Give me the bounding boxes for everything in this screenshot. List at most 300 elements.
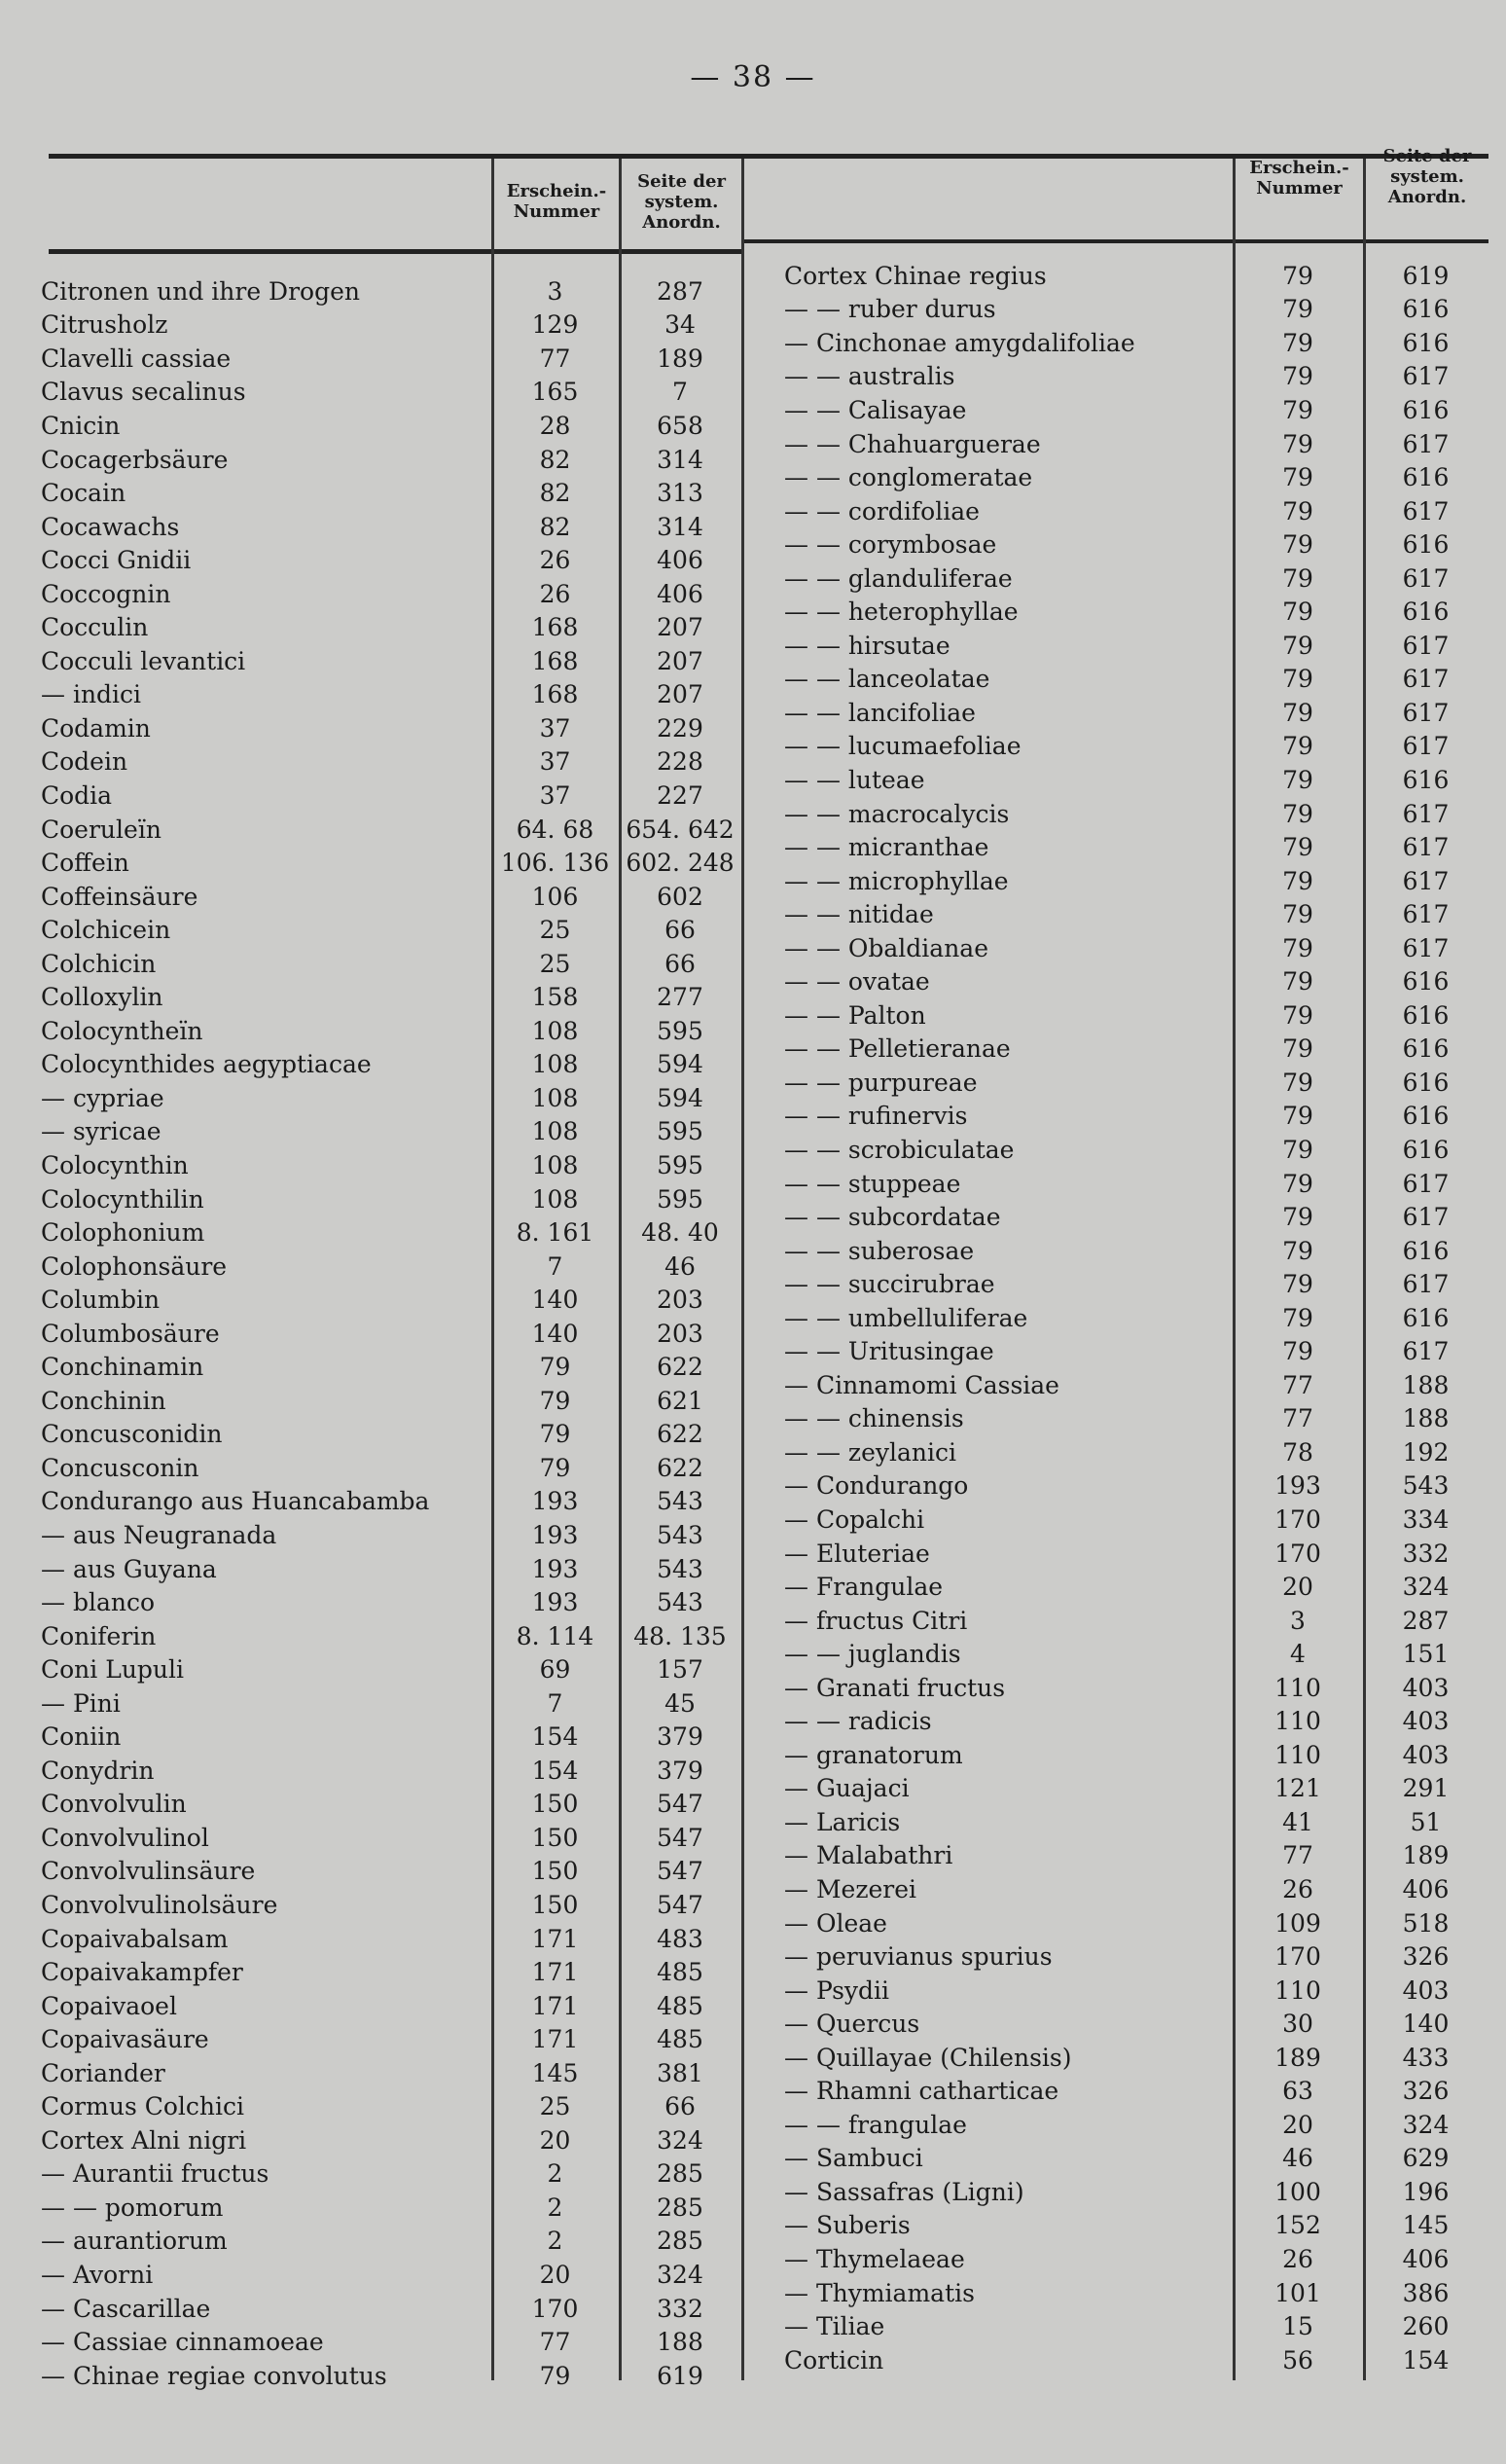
entry-number: 77 — [539, 2328, 571, 2357]
entry-number: 79 — [1282, 598, 1313, 627]
entry-page: 547 — [657, 1823, 703, 1852]
entry-number: 170 — [531, 2294, 579, 2323]
entry-name: — Oleae — [784, 1908, 887, 1938]
entry-name: Coni Lupuli — [41, 1655, 185, 1685]
index-row — [41, 2090, 741, 2124]
entry-name: — — micranthae — [784, 833, 989, 862]
entry-page: 227 — [657, 780, 703, 810]
entry-number: 69 — [539, 1655, 571, 1685]
index-row — [784, 1503, 1488, 1537]
entry-number: 79 — [1282, 900, 1313, 929]
entry-page: 314 — [657, 445, 703, 474]
entry-page: 483 — [657, 1924, 703, 1953]
entry-number: 121 — [1274, 1774, 1321, 1803]
entry-page: 403 — [1402, 1707, 1450, 1736]
index-row — [784, 1402, 1488, 1436]
index-row — [41, 913, 741, 947]
entry-number: 79 — [1282, 463, 1313, 492]
entry-number: 106 — [531, 882, 579, 911]
entry-name: — — rufinervis — [784, 1102, 968, 1131]
index-row — [41, 443, 741, 477]
divider-center — [741, 159, 744, 2380]
entry-number: 79 — [1282, 1236, 1313, 1265]
entry-number: 171 — [531, 1958, 579, 1987]
index-row — [41, 1418, 741, 1452]
entry-name: Concusconin — [41, 1453, 199, 1482]
entry-page: 602 — [657, 882, 703, 911]
index-row — [784, 1267, 1488, 1301]
entry-name: Colloxylin — [41, 983, 163, 1012]
index-row — [784, 293, 1488, 327]
entry-number: 170 — [1274, 1505, 1321, 1534]
entry-name: Coniferin — [41, 1621, 157, 1650]
index-row — [784, 1671, 1488, 1705]
entry-name: Cocculi levantici — [41, 646, 246, 675]
entry-page: 287 — [657, 276, 703, 306]
entry-number: 20 — [539, 2261, 571, 2290]
entry-name: — — Chahuarguerae — [784, 429, 1041, 458]
entry-number: 79 — [1282, 765, 1313, 794]
entry-number: 20 — [1282, 2110, 1313, 2139]
entry-page: 48. 40 — [641, 1218, 719, 1248]
entry-page: 51 — [1410, 1807, 1442, 1836]
entry-page: 658 — [657, 411, 703, 440]
header-bottom-rule-left — [49, 249, 741, 254]
entry-page: 543 — [657, 1521, 703, 1549]
entry-number: 77 — [539, 344, 571, 373]
entry-name: — Rhamni catharticae — [784, 2077, 1059, 2106]
entry-name: Condurango aus Huancabamba — [41, 1487, 430, 1516]
entry-number: 15 — [1282, 2312, 1313, 2341]
entry-number: 7 — [547, 1688, 563, 1718]
index-row — [784, 1939, 1488, 1974]
entry-page: 66 — [664, 949, 696, 978]
index-row — [784, 696, 1488, 730]
entry-page: 616 — [1402, 395, 1450, 424]
entry-number: 108 — [531, 1083, 579, 1112]
entry-number: 77 — [1282, 1841, 1313, 1870]
index-row — [41, 1182, 741, 1216]
entry-name: — Tiliae — [784, 2312, 885, 2341]
entry-number: 108 — [531, 1050, 579, 1079]
entry-page: 192 — [1402, 1437, 1450, 1467]
entry-number: 158 — [531, 983, 579, 1012]
entry-name: Coffein — [41, 849, 129, 878]
entry-number: 79 — [1282, 530, 1313, 560]
entry-number: 79 — [539, 1386, 571, 1415]
entry-number: 170 — [1274, 1942, 1321, 1972]
index-row — [41, 2292, 741, 2326]
entry-page: 619 — [657, 2361, 703, 2390]
index-row — [784, 1906, 1488, 1940]
index-row — [784, 2209, 1488, 2243]
entry-name: Codein — [41, 747, 128, 777]
index-row — [784, 1435, 1488, 1469]
entry-number: 79 — [1282, 1034, 1313, 1064]
index-row — [784, 1570, 1488, 1604]
entry-number: 2 — [547, 2192, 563, 2222]
entry-number: 152 — [1274, 2211, 1321, 2240]
header-right-page: Seite der system. Anordn. — [1382, 146, 1472, 207]
entry-number: 108 — [531, 1016, 579, 1045]
entry-name: Colocynthilin — [41, 1184, 204, 1214]
entry-number: 79 — [539, 2361, 571, 2390]
entry-name: — syricae — [41, 1117, 161, 1146]
entry-name: — — pomorum — [41, 2192, 224, 2222]
index-row — [41, 1721, 741, 1755]
entry-page: 594 — [657, 1083, 703, 1112]
entry-number: 101 — [1274, 2278, 1321, 2307]
index-row — [41, 1888, 741, 1922]
index-row — [41, 2325, 741, 2359]
header-bottom-rule-right — [741, 239, 1488, 243]
index-row — [784, 931, 1488, 965]
index-row — [41, 745, 741, 779]
entry-name: — — Calisayae — [784, 395, 967, 424]
index-row — [784, 830, 1488, 864]
entry-page: 203 — [657, 1319, 703, 1348]
index-row — [784, 1805, 1488, 1839]
entry-number: 79 — [1282, 866, 1313, 895]
entry-page: 617 — [1402, 900, 1450, 929]
index-row — [784, 2309, 1488, 2343]
entry-number: 171 — [531, 1924, 579, 1953]
entry-page: 188 — [1402, 1370, 1450, 1399]
entry-page: 140 — [1402, 2010, 1450, 2039]
entry-name: — indici — [41, 680, 142, 709]
header-right-number: Erschein.- Nummer — [1249, 158, 1349, 199]
entry-number: 145 — [531, 2058, 579, 2087]
entry-page: 617 — [1402, 665, 1450, 694]
entry-name: Columbosäure — [41, 1319, 220, 1348]
entry-page: 617 — [1402, 1337, 1450, 1366]
index-row — [784, 427, 1488, 461]
index-row — [784, 2108, 1488, 2142]
entry-name: Copaivabalsam — [41, 1924, 229, 1953]
entry-page: 616 — [1402, 1236, 1450, 1265]
entry-name: — — microphyllae — [784, 866, 1009, 895]
entry-number: 79 — [1282, 1000, 1313, 1030]
index-row — [41, 476, 741, 510]
entry-page: 616 — [1402, 967, 1450, 996]
entry-number: 77 — [1282, 1370, 1313, 1399]
entry-page: 403 — [1402, 1673, 1450, 1702]
entry-name: — blanco — [41, 1588, 156, 1617]
index-row — [784, 1604, 1488, 1638]
index-row — [784, 1234, 1488, 1268]
index-row — [784, 730, 1488, 764]
entry-page: 332 — [657, 2294, 703, 2323]
entry-number: 82 — [539, 445, 571, 474]
entry-number: 64. 68 — [516, 815, 594, 844]
entry-name: — aus Guyana — [41, 1554, 217, 1583]
entry-name: Coeruleïn — [41, 815, 161, 844]
entry-number: 82 — [539, 512, 571, 541]
entry-page: 485 — [657, 2025, 703, 2054]
index-row — [41, 1283, 741, 1317]
entry-page: 45 — [664, 1688, 696, 1718]
entry-page: 617 — [1402, 833, 1450, 862]
entry-name: Coriander — [41, 2058, 165, 2087]
index-row — [41, 1317, 741, 1351]
index-row — [784, 2276, 1488, 2310]
index-row — [784, 1738, 1488, 1772]
entry-page: 622 — [657, 1453, 703, 1482]
entry-number: 193 — [531, 1521, 579, 1549]
index-row — [41, 1384, 741, 1418]
entry-number: 26 — [539, 546, 571, 575]
entry-name: Coffeinsäure — [41, 882, 198, 911]
entry-number: 79 — [1282, 1102, 1313, 1131]
index-row — [784, 1066, 1488, 1100]
entry-name: Clavus secalinus — [41, 378, 246, 407]
index-row — [784, 494, 1488, 528]
entry-name: — granatorum — [784, 1740, 963, 1769]
index-row — [784, 1133, 1488, 1167]
entry-page: 616 — [1402, 1135, 1450, 1164]
entry-page: 324 — [657, 2261, 703, 2290]
entry-number: 79 — [1282, 1135, 1313, 1164]
index-row — [41, 610, 741, 644]
index-row — [41, 644, 741, 678]
entry-number: 25 — [539, 2092, 571, 2121]
index-row — [784, 663, 1488, 697]
entry-name: Cnicin — [41, 411, 121, 440]
entry-name: — Quercus — [784, 2010, 920, 2039]
index-row — [784, 998, 1488, 1033]
index-row — [41, 779, 741, 813]
entry-page: 543 — [657, 1588, 703, 1617]
entry-page: 617 — [1402, 866, 1450, 895]
index-row — [41, 2022, 741, 2056]
entry-name: Colophonsäure — [41, 1251, 228, 1281]
entry-name: — — Uritusingae — [784, 1337, 994, 1366]
entry-page: 622 — [657, 1353, 703, 1382]
entry-name: — peruvianus spurius — [784, 1942, 1053, 1972]
entry-page: 617 — [1402, 429, 1450, 458]
entry-name: — — ovatae — [784, 967, 930, 996]
entry-page: 229 — [657, 713, 703, 743]
index-row — [41, 274, 741, 308]
entry-number: 4 — [1290, 1640, 1306, 1669]
entry-number: 25 — [539, 916, 571, 945]
entry-name: Colocynthin — [41, 1150, 189, 1179]
entry-page: 285 — [657, 2159, 703, 2189]
index-row — [784, 897, 1488, 931]
entry-number: 79 — [1282, 429, 1313, 458]
index-row — [784, 629, 1488, 663]
entry-name: — Frangulae — [784, 1573, 944, 1602]
index-row — [41, 2191, 741, 2225]
entry-name: — aus Neugranada — [41, 1521, 277, 1549]
entry-number: 109 — [1274, 1908, 1321, 1938]
entry-name: — — scrobiculatae — [784, 1135, 1015, 1164]
entry-page: 543 — [657, 1487, 703, 1516]
index-row — [41, 543, 741, 577]
entry-page: 485 — [657, 1991, 703, 2020]
index-row — [41, 1788, 741, 1822]
entry-page: 616 — [1402, 530, 1450, 560]
index-row — [41, 376, 741, 410]
entry-name: — Chinae regiae convolutus — [41, 2361, 387, 2390]
entry-page: 617 — [1402, 698, 1450, 727]
entry-name: — Thymiamatis — [784, 2278, 975, 2307]
index-row — [41, 2123, 741, 2157]
entry-page: 616 — [1402, 328, 1450, 357]
entry-number: 168 — [531, 680, 579, 709]
entry-page: 595 — [657, 1150, 703, 1179]
entry-page: 617 — [1402, 563, 1450, 593]
entry-number: 171 — [531, 1991, 579, 2020]
entry-name: — — conglomeratae — [784, 463, 1033, 492]
entry-name: — Guajaci — [784, 1774, 910, 1803]
entry-page: 616 — [1402, 1000, 1450, 1030]
index-row — [784, 1637, 1488, 1671]
index-row — [784, 1200, 1488, 1234]
entry-page: 485 — [657, 1958, 703, 1987]
entry-name: Cocci Gnidii — [41, 546, 192, 575]
entry-number: 193 — [531, 1554, 579, 1583]
entry-page: 188 — [1402, 1404, 1450, 1433]
entry-name: — — chinensis — [784, 1404, 964, 1433]
entry-number: 2 — [547, 2227, 563, 2256]
index-row — [784, 2142, 1488, 2176]
entry-number: 110 — [1274, 1673, 1321, 1702]
index-row — [41, 1048, 741, 1082]
index-row — [41, 846, 741, 880]
entry-number: 100 — [1274, 2177, 1321, 2206]
entry-name: Corticin — [784, 2345, 884, 2374]
entry-page: 629 — [1402, 2144, 1450, 2173]
entry-page: 260 — [1402, 2312, 1450, 2341]
entry-name: Conydrin — [41, 1756, 155, 1785]
index-row — [784, 1839, 1488, 1873]
entry-page: 207 — [657, 613, 703, 642]
entry-number: 110 — [1274, 1975, 1321, 2005]
entry-name: — Cinnamomi Cassiae — [784, 1370, 1059, 1399]
index-row — [784, 393, 1488, 427]
index-row — [41, 1115, 741, 1149]
entry-page: 543 — [1402, 1471, 1450, 1501]
entry-number: 79 — [1282, 732, 1313, 761]
entry-page: 547 — [657, 1891, 703, 1920]
entry-name: — Psydii — [784, 1975, 890, 2005]
entry-name: Colchicein — [41, 916, 171, 945]
entry-number: 110 — [1274, 1740, 1321, 1769]
page-number: — 38 — — [690, 60, 816, 94]
header-left-page: Seite der system. Anordn. — [637, 171, 726, 233]
index-row — [784, 964, 1488, 998]
entry-number: 82 — [539, 479, 571, 508]
entry-page: 332 — [1402, 1539, 1450, 1568]
entry-page: 379 — [657, 1722, 703, 1752]
entry-page: 403 — [1402, 1975, 1450, 2005]
entry-name: — Malabathri — [784, 1841, 953, 1870]
index-row — [41, 1989, 741, 2023]
entry-page: 326 — [1402, 2077, 1450, 2106]
index-row — [41, 409, 741, 443]
index-row — [41, 2225, 741, 2259]
entry-number: 154 — [531, 1722, 579, 1752]
index-row — [41, 1686, 741, 1721]
entry-number: 150 — [531, 1857, 579, 1886]
entry-page: 617 — [1402, 631, 1450, 660]
entry-number: 193 — [531, 1487, 579, 1516]
entry-number: 79 — [1282, 1068, 1313, 1097]
entry-name: — — Pelletieranae — [784, 1034, 1011, 1064]
entry-name: Copaivaoel — [41, 1991, 177, 2020]
entry-page: 189 — [1402, 1841, 1450, 1870]
entry-page: 403 — [1402, 1740, 1450, 1769]
entry-page: 547 — [657, 1857, 703, 1886]
entry-name: — Condurango — [784, 1471, 969, 1501]
entry-page: 285 — [657, 2227, 703, 2256]
entry-name: Cocawachs — [41, 512, 180, 541]
entry-page: 616 — [1402, 1068, 1450, 1097]
entry-name: — Copalchi — [784, 1505, 925, 1534]
entry-number: 79 — [1282, 1169, 1313, 1198]
index-row — [41, 1652, 741, 1686]
entry-page: 595 — [657, 1016, 703, 1045]
entry-name: — Suberis — [784, 2211, 911, 2240]
entry-number: 63 — [1282, 2077, 1313, 2106]
entry-name: Convolvulinsäure — [41, 1857, 256, 1886]
entry-page: 154 — [1402, 2345, 1450, 2374]
entry-page: 595 — [657, 1117, 703, 1146]
entry-number: 154 — [531, 1756, 579, 1785]
index-row — [41, 1922, 741, 1956]
index-row — [784, 326, 1488, 360]
index-row — [784, 1469, 1488, 1504]
entry-page: 48. 135 — [633, 1621, 727, 1650]
entry-name: Citronen und ihre Drogen — [41, 276, 361, 306]
entry-page: 622 — [657, 1420, 703, 1449]
entry-page: 406 — [1402, 2245, 1450, 2274]
index-row — [784, 1974, 1488, 2008]
index-row — [784, 460, 1488, 494]
index-row — [784, 1100, 1488, 1134]
entry-number: 41 — [1282, 1807, 1313, 1836]
entry-name: — Cascarillae — [41, 2294, 211, 2323]
entry-page: 616 — [1402, 1034, 1450, 1064]
entry-page: 291 — [1402, 1774, 1450, 1803]
entry-name: Codamin — [41, 713, 151, 743]
index-row — [41, 678, 741, 712]
entry-page: 379 — [657, 1756, 703, 1785]
entry-number: 30 — [1282, 2010, 1313, 2039]
entry-name: — — stuppeae — [784, 1169, 961, 1198]
entry-number: 79 — [1282, 933, 1313, 962]
entry-page: 207 — [657, 680, 703, 709]
entry-number: 108 — [531, 1117, 579, 1146]
entry-page: 547 — [657, 1790, 703, 1819]
entry-name: Cocain — [41, 479, 126, 508]
index-row — [41, 342, 741, 376]
entry-number: 8. 114 — [516, 1621, 594, 1650]
entry-name: Convolvulin — [41, 1790, 187, 1819]
index-row — [41, 1585, 741, 1619]
entry-name: Conchinin — [41, 1386, 166, 1415]
index-row — [41, 1552, 741, 1586]
index-row — [41, 2157, 741, 2192]
index-row — [784, 1335, 1488, 1369]
entry-page: 145 — [1402, 2211, 1450, 2240]
index-row — [41, 1351, 741, 1385]
index-row — [41, 1518, 741, 1552]
entry-number: 20 — [1282, 1573, 1313, 1602]
entry-name: — Laricis — [784, 1807, 901, 1836]
entry-name: Clavelli cassiae — [41, 344, 232, 373]
